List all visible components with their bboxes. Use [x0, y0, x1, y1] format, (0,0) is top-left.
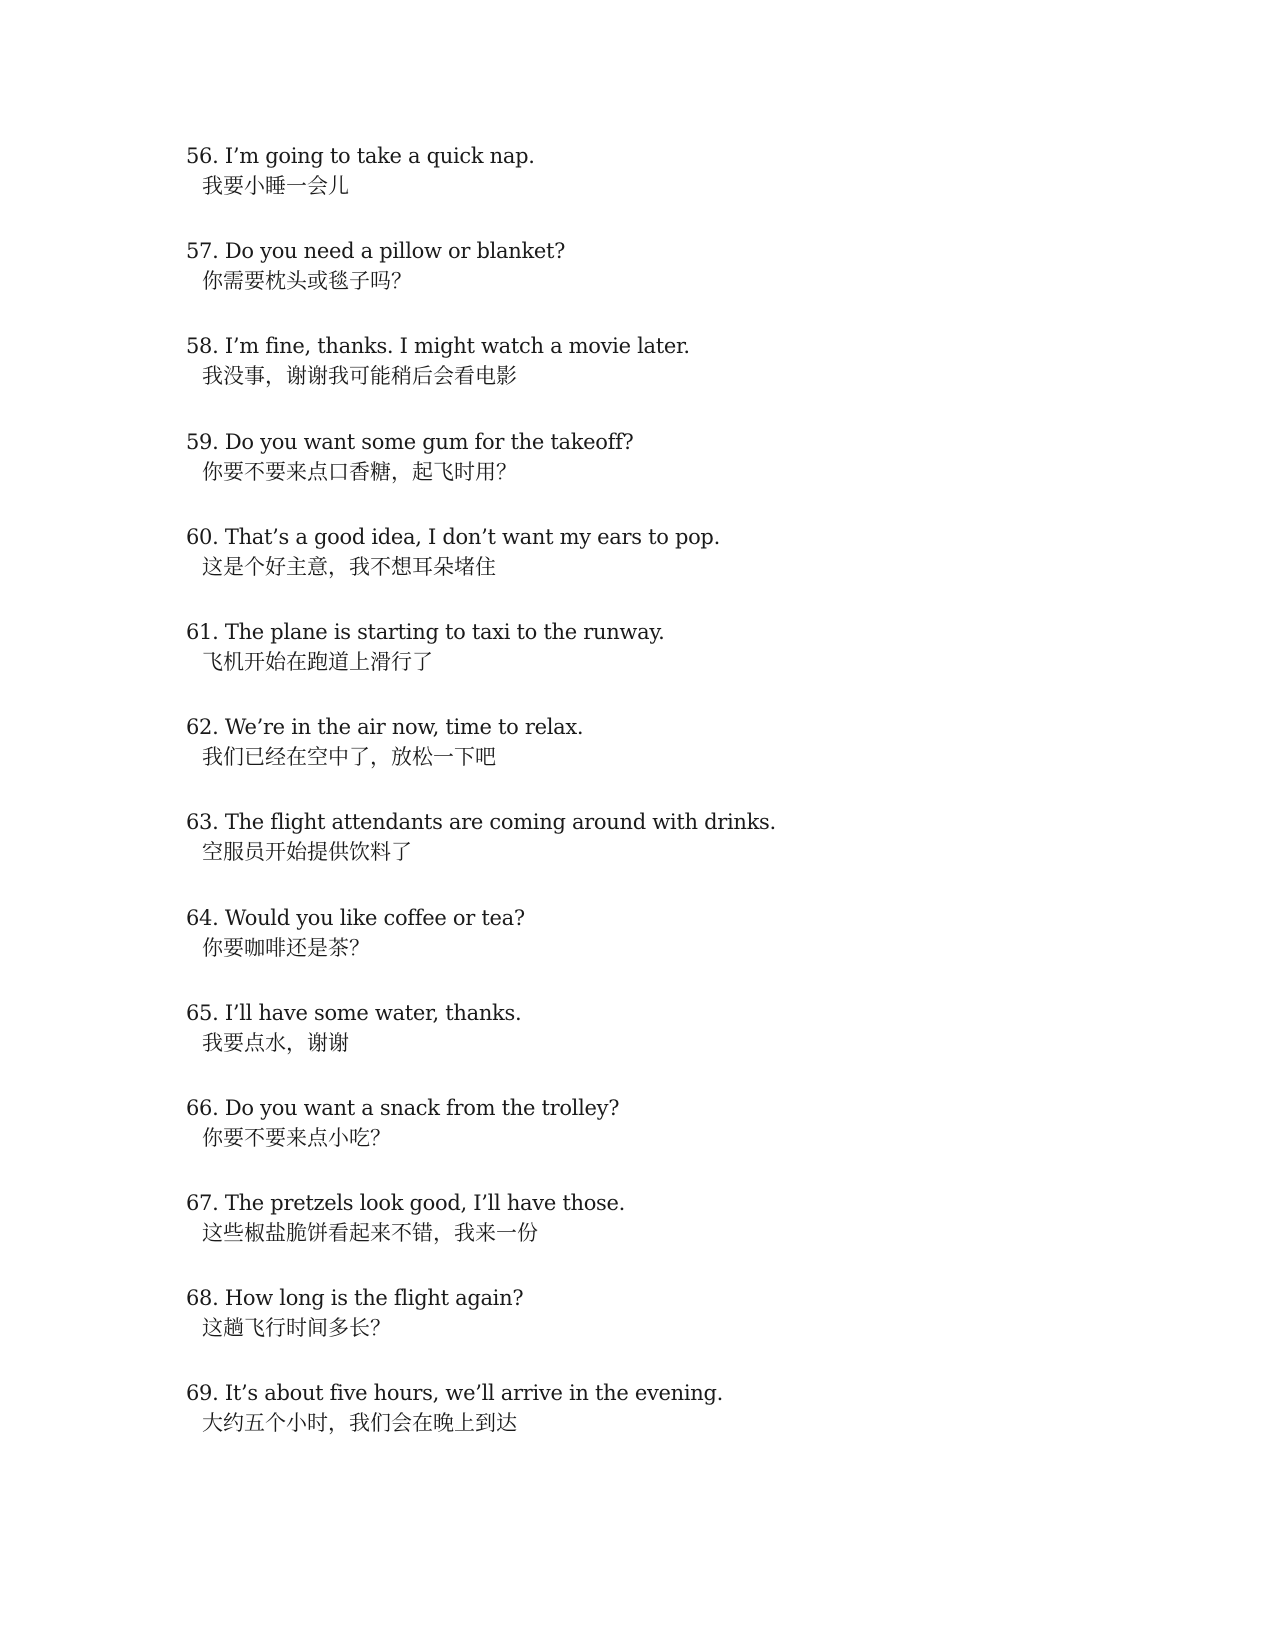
phrase-entry — [186, 1189, 1086, 1284]
english-sentence: 68. How long is the flight again? — [186, 1286, 524, 1311]
chinese-translation: 这是个好主意，我不想耳朵堵住 — [202, 554, 496, 579]
chinese-translation: 这趟飞行时间多长？ — [202, 1316, 391, 1341]
phrase-entry — [186, 999, 1086, 1094]
english-sentence: 57. Do you need a pillow or blanket? — [186, 239, 566, 264]
chinese-translation: 你要不要来点口香糖，起飞时用？ — [202, 459, 517, 484]
chinese-translation: 我没事，谢谢我可能稍后会看电影 — [202, 364, 517, 389]
phrase-entry — [186, 904, 1086, 999]
phrase-entry — [186, 713, 1086, 808]
chinese-translation: 空服员开始提供饮料了 — [202, 840, 412, 865]
phrase-entry — [186, 1284, 1086, 1379]
english-sentence: 59. Do you want some gum for the takeoff? — [186, 429, 634, 454]
english-sentence: 62. We’re in the air now, time to relax. — [186, 715, 584, 740]
chinese-translation: 大约五个小时，我们会在晚上到达 — [202, 1411, 517, 1436]
english-sentence: 63. The flight attendants are coming around with drinks. — [186, 810, 776, 835]
english-sentence: 65. I’ll have some water, thanks. — [186, 1000, 522, 1025]
phrase-entry — [186, 142, 1086, 237]
chinese-translation: 我要点水，谢谢 — [202, 1030, 349, 1055]
phrase-entry — [186, 808, 1086, 903]
phrase-entry — [186, 1379, 1086, 1474]
phrase-entry — [186, 237, 1086, 332]
english-sentence: 58. I’m fine, thanks. I might watch a movie later. — [186, 334, 690, 359]
chinese-translation: 你需要枕头或毯子吗？ — [202, 269, 412, 294]
english-sentence: 67. The pretzels look good, I’ll have those. — [186, 1191, 626, 1216]
chinese-translation: 我要小睡一会儿 — [202, 174, 349, 198]
english-sentence: 69. It’s about five hours, we’ll arrive in the evening. — [186, 1381, 724, 1406]
chinese-translation: 这些椒盐脆饼看起来不错，我来一份 — [202, 1221, 538, 1246]
phrase-entry — [186, 1094, 1086, 1189]
chinese-translation: 你要咖啡还是茶？ — [202, 935, 370, 960]
phrase-entry — [186, 332, 1086, 427]
english-sentence: 60. That’s a good idea, I don’t want my ears to pop. — [186, 524, 720, 549]
chinese-translation: 你要不要来点小吃？ — [202, 1125, 391, 1150]
phrase-entry — [186, 428, 1086, 523]
phrase-entry — [186, 523, 1086, 618]
english-sentence: 66. Do you want a snack from the trolley? — [186, 1095, 620, 1120]
phrase-entry — [186, 618, 1086, 713]
english-sentence: 61. The plane is starting to taxi to the runway. — [186, 619, 665, 644]
english-sentence: 56. I’m going to take a quick nap. — [186, 144, 535, 168]
chinese-translation: 我们已经在空中了，放松一下吧 — [202, 745, 496, 770]
english-sentence: 64. Would you like coffee or tea? — [186, 905, 525, 930]
chinese-translation: 飞机开始在跑道上滑行了 — [202, 649, 433, 674]
phrase-list — [186, 142, 1086, 1475]
